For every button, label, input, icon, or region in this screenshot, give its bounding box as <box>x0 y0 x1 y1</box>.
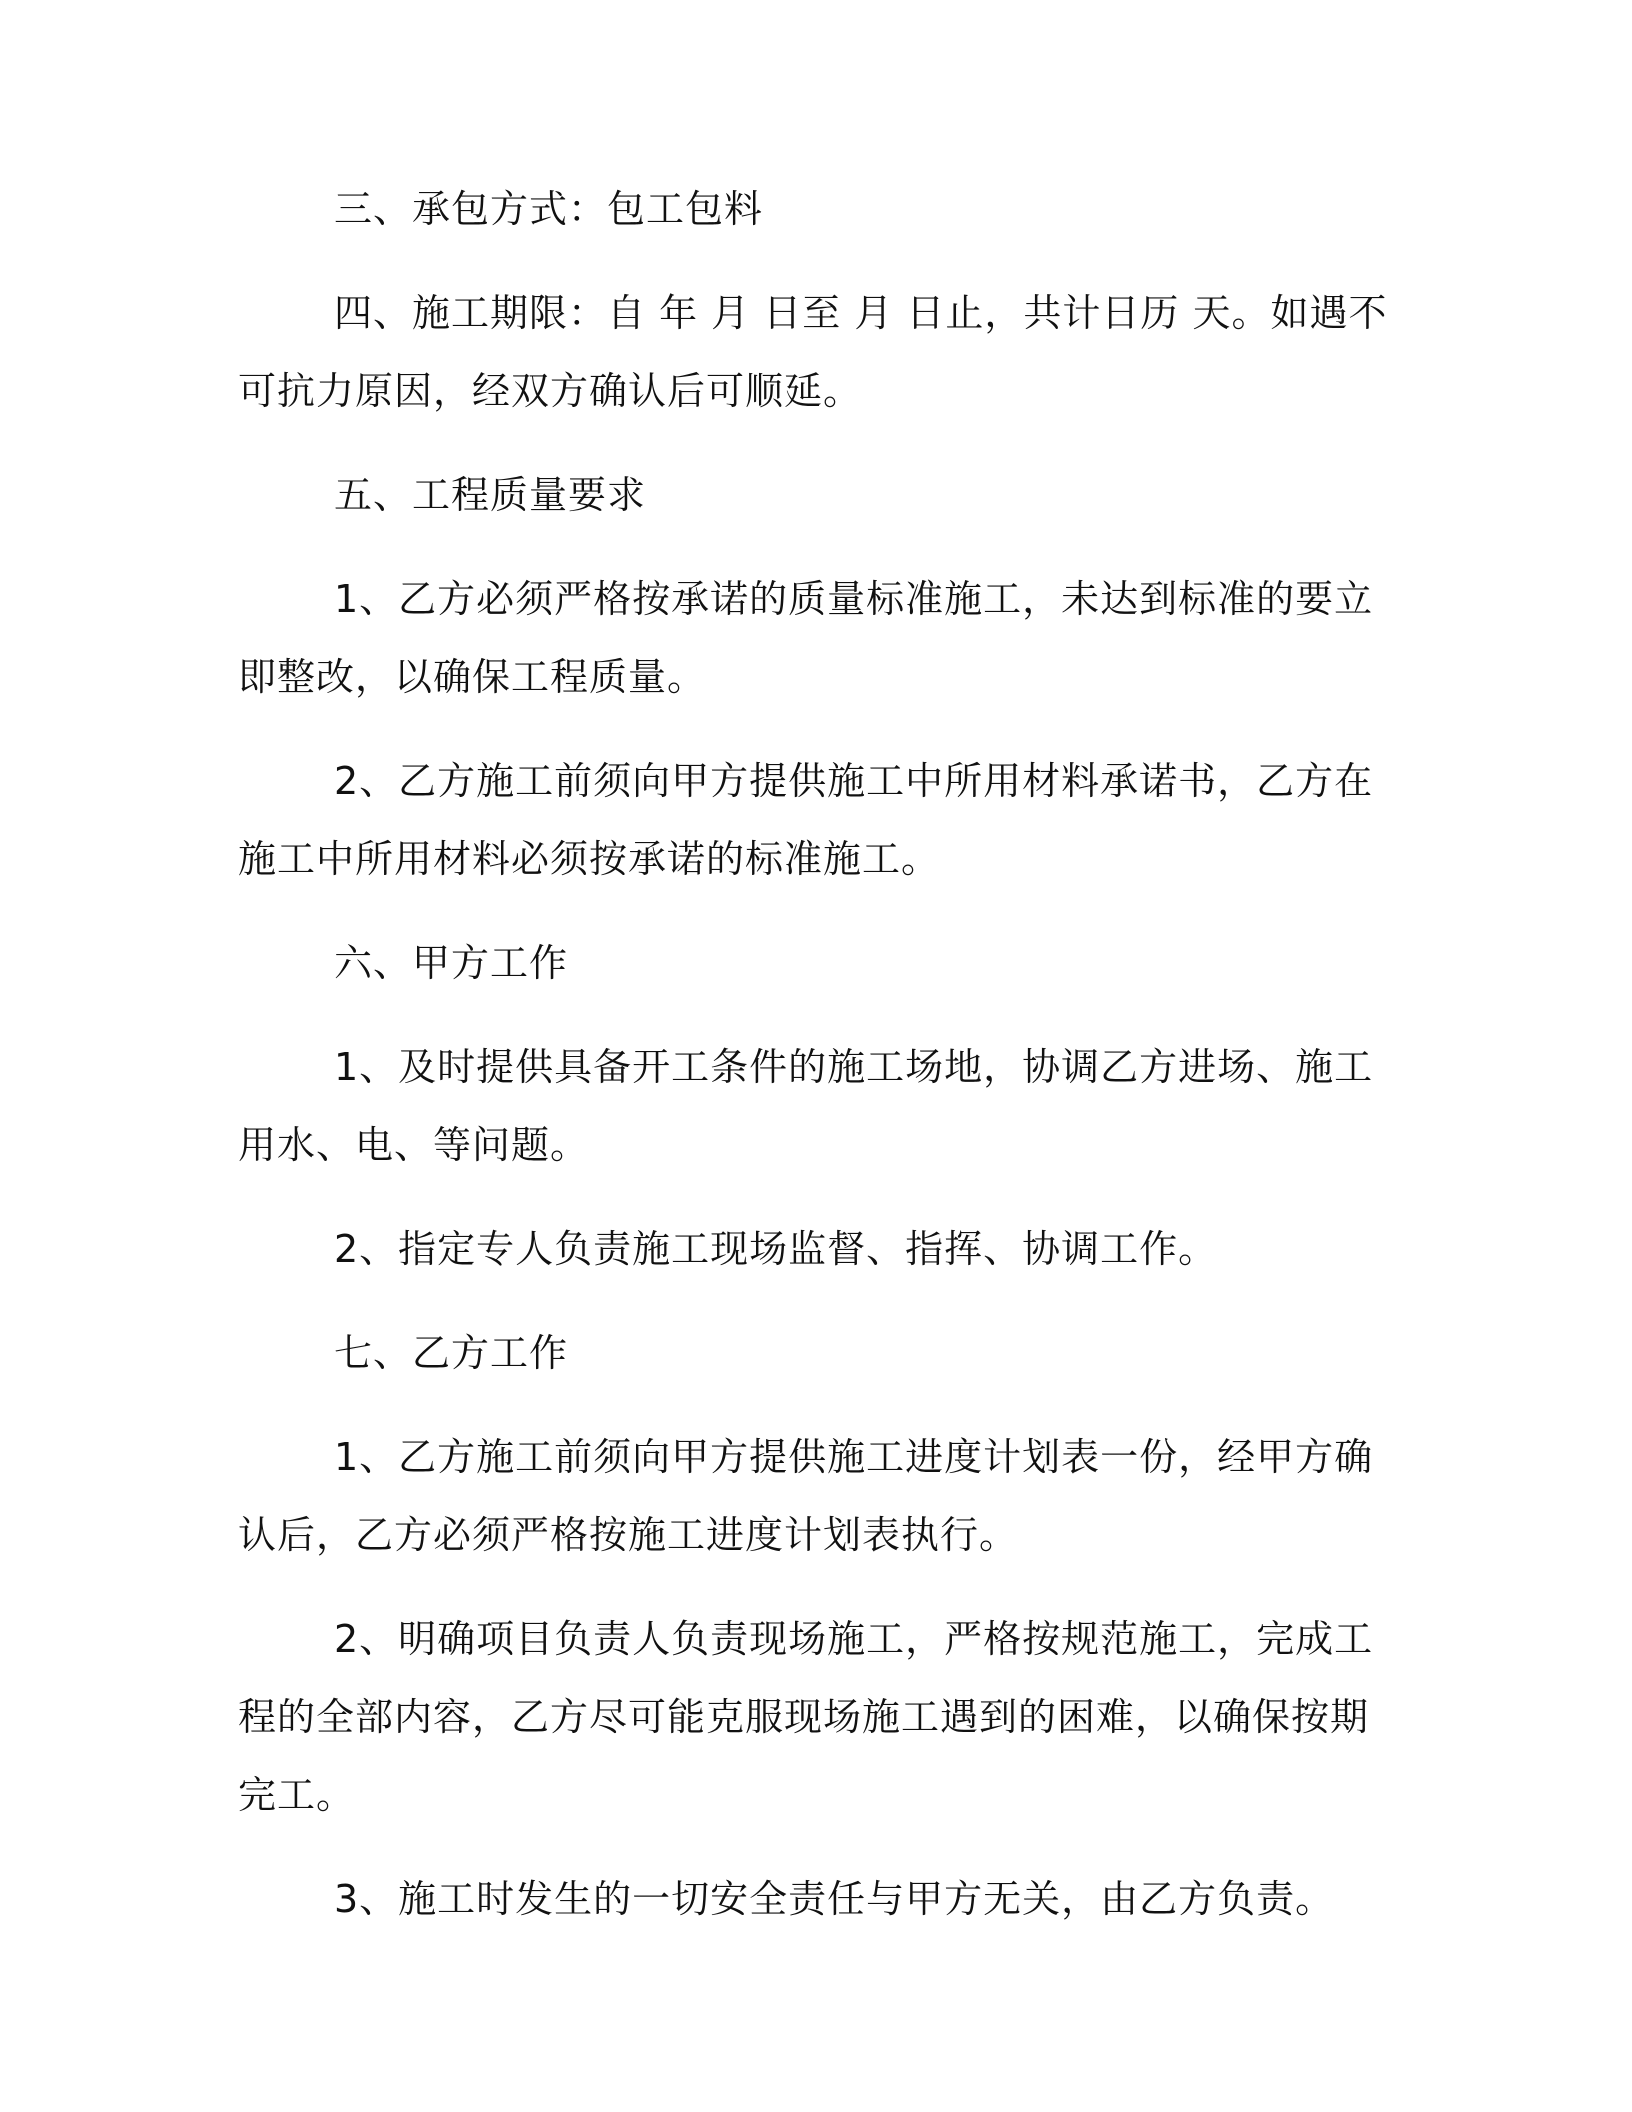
document-body <box>238 170 1388 1964</box>
section-construction-period: 四、施工期限：自 年 月 日至 月 日止，共计日历 天。如遇不可抗力原因，经双方确认后可顺延。 <box>238 291 1388 413</box>
section-heading-party-a-work: 六、甲方工作 <box>334 941 569 985</box>
section-heading-contract-method: 三、承包方式：包工包料 <box>334 187 764 231</box>
quality-item-2: 2、乙方施工前须向甲方提供施工中所用材料承诺书，乙方在施工中所用材料必须按承诺的标准施工。 <box>238 759 1374 881</box>
section-heading-party-b-work: 七、乙方工作 <box>334 1331 569 1375</box>
party-b-item-1: 1、乙方施工前须向甲方提供施工进度计划表一份，经甲方确认后，乙方必须严格按施工进度计划表执行。 <box>238 1435 1374 1557</box>
party-a-item-1: 1、及时提供具备开工条件的施工场地，协调乙方进场、施工用水、电、等问题。 <box>238 1045 1374 1167</box>
section-heading-quality-requirements: 五、工程质量要求 <box>334 473 647 517</box>
quality-item-1: 1、乙方必须严格按承诺的质量标准施工，未达到标准的要立即整改，以确保工程质量。 <box>238 577 1374 699</box>
party-b-item-3: 3、施工时发生的一切安全责任与甲方无关，由乙方负责。 <box>334 1877 1335 1921</box>
party-a-item-2: 2、指定专人负责施工现场监督、指挥、协调工作。 <box>334 1227 1218 1271</box>
party-b-item-2: 2、明确项目负责人负责现场施工，严格按规范施工，完成工程的全部内容，乙方尽可能克服现场施工遇到的困难，以确保按期完工。 <box>238 1617 1374 1817</box>
